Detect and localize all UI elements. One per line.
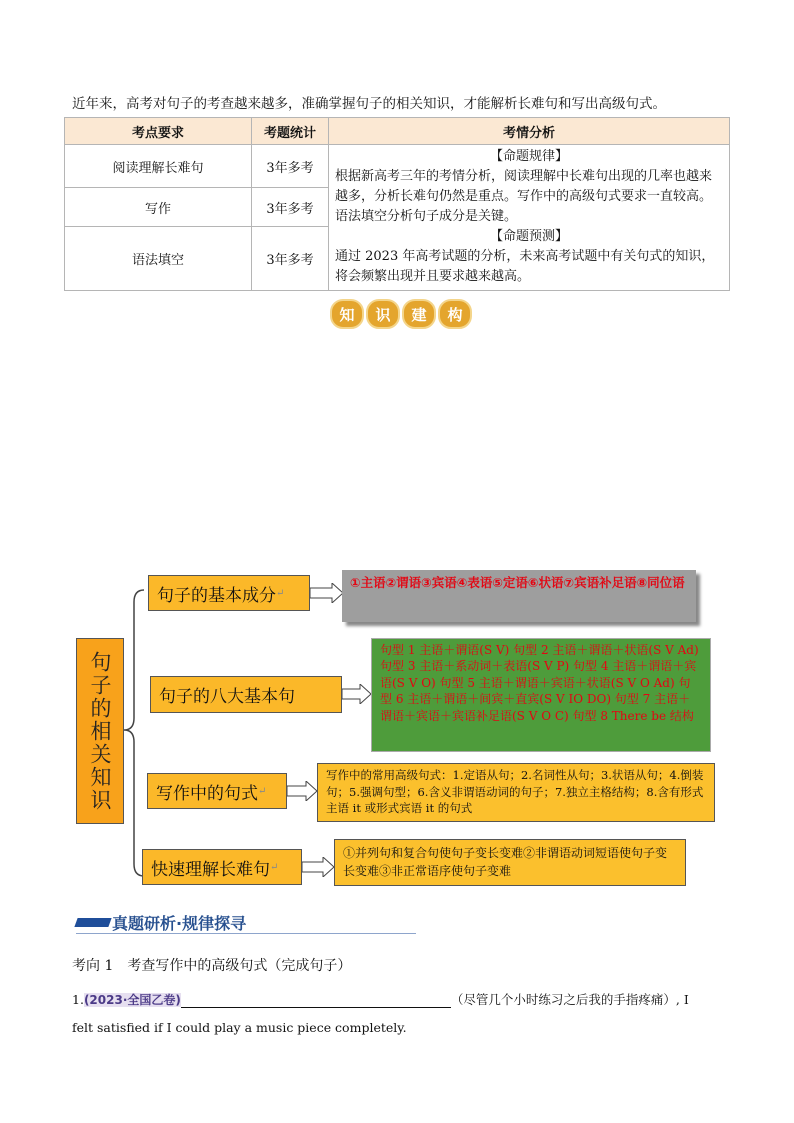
branch-basic-components: 句子的基本成分 ↵ [148, 575, 310, 611]
header-analysis: 考情分析 [329, 118, 730, 145]
content-eight-patterns: 句型 1 主语＋谓语(S V) 句型 2 主语＋谓语＋状语(S V Ad) 句型 3 主语＋系动词＋表语(S V P) 句型 4 主语＋谓语＋宾语(S V O) 句型 5 主语＋谓语＋宾语＋状语(S V O Ad) 句型 6 主语＋谓语＋间宾＋直宾(S V IO DO) 句型 7 主语＋谓语＋宾语＋宾语补足语(S V O C) 句型 8 There be 结构 [371, 638, 711, 752]
branch-title: 快速理解长难句 [151, 859, 270, 880]
exam-analysis-table [64, 117, 730, 291]
forecast-text: 通过 2023 年高考试题的分析，未来高考试题中有关句式的知识，将会频繁出现并且要求越来越高。 [335, 249, 715, 284]
question-source: (2023·全国乙卷) [83, 993, 181, 1007]
question-continuation: felt satisfied if I could play a music piece completely. [72, 1020, 407, 1035]
knowledge-structure-badge [330, 299, 472, 329]
intro-text: 近年来，高考对句子的考查越来越多，准确掌握句子的相关知识，才能解析长难句和写出高级句式。 [72, 96, 666, 112]
branch-title: 句子的基本成分 [157, 585, 276, 606]
rule-text: 根据新高考三年的考情分析，阅读理解中长难句出现的几率也越来越多，分析长难句仍然是重点。写作中的高级句式要求一直较高。语法填空分析句子成分是关键。 [335, 169, 713, 224]
badge-char: 知 [330, 299, 364, 329]
content-basic-components: ①主语②谓语③宾语④表语⑤定语⑥状语⑦宾语补足语⑧同位语 [342, 570, 696, 622]
section-bar-icon [74, 918, 111, 927]
branch-writing-patterns: 写作中的句式 ↵ [147, 773, 287, 809]
arrow-icon [342, 684, 372, 704]
badge-char: 建 [402, 299, 436, 329]
row-stat-writing: 3年多考 [252, 188, 329, 227]
question-1 [72, 986, 722, 1042]
branch-eight-patterns [150, 676, 342, 713]
arrow-icon [287, 781, 318, 801]
analysis-cell [329, 145, 730, 291]
forecast-title: 【命题预测】 [489, 229, 568, 244]
mindmap-root [76, 638, 124, 824]
mindmap-brace [122, 588, 152, 878]
row-stat-grammar: 3年多考 [252, 227, 329, 291]
section-divider [76, 933, 416, 934]
header-statistics: 考题统计 [252, 118, 329, 145]
row-stat-reading: 3年多考 [252, 145, 329, 188]
mindmap-root-label: 句子的相关知识 [88, 650, 112, 812]
header-requirement: 考点要求 [65, 118, 252, 145]
section-header [76, 911, 416, 933]
arrow-icon [302, 857, 335, 877]
kaoxiang-title: 考向 1 考查写作中的高级句式（完成句子） [72, 958, 352, 974]
arrow-icon [310, 583, 344, 603]
branch-title: 写作中的句式 [156, 783, 258, 804]
content-long-sentences: ①并列句和复合句使句子变长变难②非谓语动词短语使句子变长变难③非正常语序使句子变难 [334, 839, 686, 886]
row-req-reading: 阅读理解长难句 [65, 145, 252, 188]
content-writing-patterns: 写作中的常用高级句式：1.定语从句；2.名词性从句；3.状语从句；4.倒装句；5.强调句型；6.含义非谓语动词的句子；7.独立主格结构；8.含有形式主语 it 或形式宾语 it 的句式 [317, 763, 715, 822]
branch-long-sentences: 快速理解长难句 ↵ [142, 849, 302, 885]
question-hint: （尽管几个小时练习之后我的手指疼痛）, I [450, 992, 689, 1007]
rule-title: 【命题规律】 [489, 149, 568, 164]
row-req-writing: 写作 [65, 188, 252, 227]
badge-char: 构 [438, 299, 472, 329]
row-req-grammar: 语法填空 [65, 227, 252, 291]
answer-blank[interactable] [181, 993, 451, 1008]
branch-title: 句子的八大基本句 [159, 687, 295, 707]
badge-char: 识 [366, 299, 400, 329]
question-number: 1. [72, 992, 84, 1007]
section-title: 真题研析·规律探寻 [112, 914, 247, 933]
